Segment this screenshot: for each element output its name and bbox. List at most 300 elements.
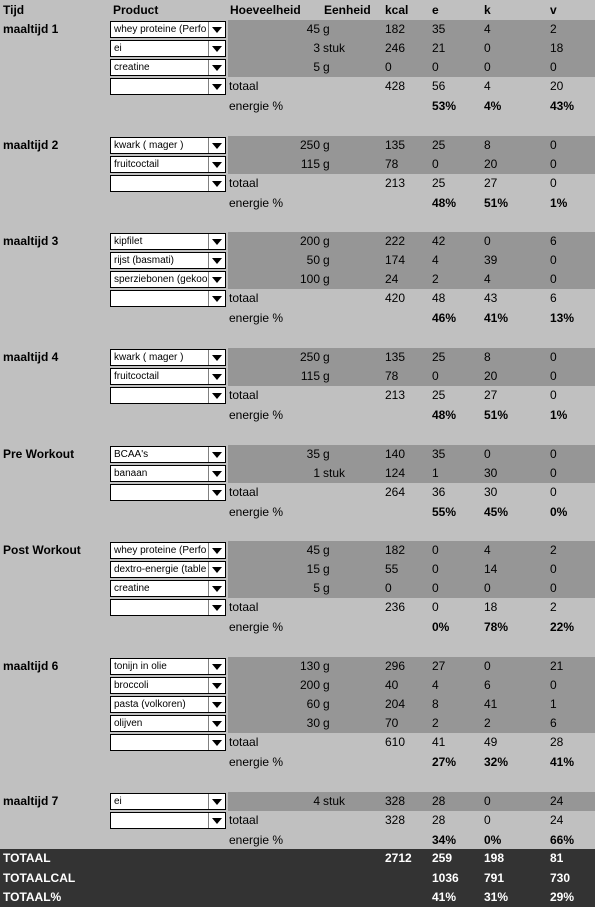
- pct-v: 66%: [550, 833, 575, 847]
- unit-cell: stuk: [323, 794, 346, 808]
- product-select-empty[interactable]: [110, 599, 226, 616]
- unit-cell: stuk: [323, 466, 346, 480]
- unit-cell: g: [323, 253, 330, 267]
- total-kcal: 420: [385, 291, 406, 305]
- kcal-cell: 78: [385, 369, 399, 383]
- product-select-empty[interactable]: [110, 387, 226, 404]
- chevron-down-icon[interactable]: [208, 466, 225, 481]
- meal-name: maaltijd 3: [3, 234, 59, 248]
- totaalcal-row: [0, 869, 595, 888]
- total-e: 48: [432, 291, 446, 305]
- product-select[interactable]: [110, 59, 226, 76]
- chevron-down-icon[interactable]: [208, 272, 225, 287]
- total-kcal: 213: [385, 388, 406, 402]
- product-select-empty[interactable]: [110, 812, 226, 829]
- amount-cell[interactable]: 5: [313, 60, 320, 74]
- total-e: 56: [432, 79, 446, 93]
- totals-section: [0, 849, 595, 907]
- kcal-cell: 328: [385, 794, 406, 808]
- kcal-cell: 204: [385, 697, 406, 711]
- chevron-down-icon[interactable]: [208, 447, 225, 462]
- v-cell: 6: [550, 234, 557, 248]
- v-cell: 0: [550, 60, 557, 74]
- meal-total-row: [0, 811, 595, 830]
- meal-name: maaltijd 1: [3, 22, 59, 36]
- chevron-down-icon[interactable]: [208, 697, 225, 712]
- meal-name: maaltijd 2: [3, 138, 59, 152]
- meal-energy-row: [0, 194, 595, 213]
- meal-item-row: [0, 579, 595, 598]
- total-e: 0: [432, 600, 439, 614]
- total-label: totaal: [229, 291, 259, 305]
- chevron-down-icon[interactable]: [208, 813, 225, 828]
- product-select-value: kwark ( mager ): [114, 352, 184, 363]
- chevron-down-icon[interactable]: [208, 350, 225, 365]
- total-v: 0: [550, 485, 557, 499]
- total-v: 24: [550, 813, 564, 827]
- v-cell: 0: [550, 678, 557, 692]
- totaalcal-e: 1036: [432, 871, 459, 885]
- total-label: totaal: [229, 176, 259, 190]
- chevron-down-icon[interactable]: [208, 253, 225, 268]
- chevron-down-icon[interactable]: [208, 369, 225, 384]
- product-select[interactable]: [110, 156, 226, 173]
- meal-total-row: [0, 733, 595, 752]
- unit-cell: g: [323, 350, 330, 364]
- chevron-down-icon[interactable]: [208, 60, 225, 75]
- chevron-down-icon[interactable]: [208, 485, 225, 500]
- energy-label: energie %: [229, 311, 284, 325]
- pct-v: 22%: [550, 620, 575, 634]
- v-cell: 6: [550, 716, 557, 730]
- k-cell: 0: [484, 234, 491, 248]
- total-e: 25: [432, 176, 446, 190]
- meal-energy-row: [0, 618, 595, 637]
- v-cell: 0: [550, 272, 557, 286]
- header-hoeveelheid: Hoeveelheid: [230, 3, 301, 17]
- product-select[interactable]: [110, 580, 226, 597]
- chevron-down-icon[interactable]: [208, 79, 225, 94]
- total-label: totaal: [229, 485, 259, 499]
- amount-cell[interactable]: 200: [299, 234, 320, 248]
- kcal-cell: 182: [385, 22, 406, 36]
- product-select[interactable]: [110, 271, 226, 288]
- meal-item-row: [0, 695, 595, 714]
- kcal-cell: 70: [385, 716, 399, 730]
- product-select-value: creatine: [114, 62, 150, 73]
- v-cell: 0: [550, 138, 557, 152]
- amount-cell[interactable]: 5: [313, 581, 320, 595]
- amount-cell[interactable]: 30: [306, 716, 320, 730]
- total-e: 41: [432, 735, 446, 749]
- unit-cell: g: [323, 157, 330, 171]
- meal-item-row: [0, 676, 595, 695]
- pct-v: 13%: [550, 311, 575, 325]
- product-select[interactable]: [110, 696, 226, 713]
- v-cell: 1: [550, 697, 557, 711]
- e-cell: 35: [432, 447, 446, 461]
- totaal-kcal: 2712: [385, 851, 412, 865]
- meal-item-row: [0, 714, 595, 733]
- total-kcal: 264: [385, 485, 406, 499]
- totaal-v: 81: [550, 851, 564, 865]
- amount-cell[interactable]: 45: [306, 22, 320, 36]
- kcal-cell: 0: [385, 581, 392, 595]
- header-v: v: [550, 3, 557, 17]
- k-cell: 2: [484, 716, 491, 730]
- pct-e: 46%: [432, 311, 457, 325]
- unit-cell: g: [323, 581, 330, 595]
- e-cell: 1: [432, 466, 439, 480]
- chevron-down-icon[interactable]: [208, 716, 225, 731]
- e-cell: 2: [432, 716, 439, 730]
- meal-item-row: [0, 232, 595, 251]
- amount-cell[interactable]: 115: [300, 157, 320, 171]
- total-v: 28: [550, 735, 564, 749]
- k-cell: 41: [484, 697, 498, 711]
- e-cell: 42: [432, 234, 446, 248]
- unit-cell: g: [323, 716, 330, 730]
- meal-energy-row: [0, 831, 595, 850]
- unit-cell: g: [323, 369, 330, 383]
- pct-e: 48%: [432, 408, 457, 422]
- header-tijd: Tijd: [3, 3, 25, 17]
- meal-total-row: [0, 483, 595, 502]
- meal-item-row: [0, 251, 595, 270]
- product-select[interactable]: [110, 21, 226, 38]
- total-k: 43: [484, 291, 498, 305]
- meal-name: maaltijd 7: [3, 794, 59, 808]
- e-cell: 0: [432, 562, 439, 576]
- e-cell: 0: [432, 581, 439, 595]
- pct-k: 45%: [484, 505, 509, 519]
- e-cell: 28: [432, 794, 446, 808]
- v-cell: 24: [550, 794, 564, 808]
- amount-cell[interactable]: 50: [306, 253, 320, 267]
- product-select-value: pasta (volkoren): [114, 699, 186, 710]
- totaalpct-label: TOTAAL%: [3, 890, 62, 904]
- total-k: 18: [484, 600, 498, 614]
- header-k: k: [484, 3, 491, 17]
- amount-cell[interactable]: 3: [313, 41, 320, 55]
- product-select-value: creatine: [114, 583, 150, 594]
- amount-cell[interactable]: 250: [299, 138, 320, 152]
- meal-energy-row: [0, 503, 595, 522]
- product-select-empty[interactable]: [110, 290, 226, 307]
- meal-item-row: [0, 39, 595, 58]
- meal-name: Pre Workout: [3, 447, 75, 461]
- v-cell: 0: [550, 562, 557, 576]
- k-cell: 20: [484, 157, 498, 171]
- e-cell: 4: [432, 253, 439, 267]
- chevron-down-icon[interactable]: [208, 735, 225, 750]
- meal-total-row: [0, 289, 595, 308]
- product-select-value: fruitcoctail: [114, 159, 160, 170]
- product-select-value: BCAA's: [114, 449, 149, 460]
- kcal-cell: 296: [385, 659, 406, 673]
- amount-cell[interactable]: 130: [299, 659, 320, 673]
- product-select-value: ei: [114, 796, 122, 807]
- meal-item-row: [0, 155, 595, 174]
- pct-v: 43%: [550, 99, 575, 113]
- kcal-cell: 124: [385, 466, 406, 480]
- total-kcal: 428: [385, 79, 406, 93]
- product-select-value: ei: [114, 43, 122, 54]
- totaal-row: [0, 849, 595, 868]
- meal-item-row: [0, 270, 595, 289]
- e-cell: 4: [432, 678, 439, 692]
- product-select[interactable]: [110, 40, 226, 57]
- amount-cell[interactable]: 100: [299, 272, 320, 286]
- product-select-value: kipfilet: [114, 236, 143, 247]
- chevron-down-icon[interactable]: [208, 22, 225, 37]
- pct-v: 1%: [550, 196, 568, 210]
- total-label: totaal: [229, 735, 259, 749]
- total-k: 49: [484, 735, 498, 749]
- product-select-value: banaan: [114, 468, 148, 479]
- product-select-value: sperziebonen (gekoo: [114, 274, 208, 285]
- k-cell: 0: [484, 447, 491, 461]
- chevron-down-icon[interactable]: [208, 176, 225, 191]
- totaalpct-k: 31%: [484, 890, 509, 904]
- v-cell: 0: [550, 350, 557, 364]
- total-e: 28: [432, 813, 446, 827]
- product-select[interactable]: [110, 349, 226, 366]
- v-cell: 0: [550, 447, 557, 461]
- unit-cell: g: [323, 22, 330, 36]
- product-select[interactable]: [110, 368, 226, 385]
- meal-total-row: [0, 77, 595, 96]
- product-select-value: dextro-energie (table: [114, 564, 207, 575]
- header-product: Product: [113, 3, 159, 17]
- product-select[interactable]: [110, 658, 226, 675]
- e-cell: 0: [432, 60, 439, 74]
- amount-cell[interactable]: 35: [306, 447, 320, 461]
- total-k: 4: [484, 79, 491, 93]
- kcal-cell: 174: [385, 253, 406, 267]
- k-cell: 4: [484, 272, 491, 286]
- total-e: 36: [432, 485, 446, 499]
- meal-item-row: [0, 541, 595, 560]
- pct-e: 55%: [432, 505, 457, 519]
- k-cell: 4: [484, 22, 491, 36]
- pct-e: 27%: [432, 755, 457, 769]
- k-cell: 0: [484, 581, 491, 595]
- e-cell: 8: [432, 697, 439, 711]
- product-select[interactable]: [110, 715, 226, 732]
- amount-cell[interactable]: 115: [300, 369, 320, 383]
- total-e: 25: [432, 388, 446, 402]
- total-label: totaal: [229, 388, 259, 402]
- e-cell: 2: [432, 272, 439, 286]
- v-cell: 0: [550, 466, 557, 480]
- unit-cell: g: [323, 138, 330, 152]
- unit-cell: stuk: [323, 41, 346, 55]
- chevron-down-icon[interactable]: [208, 291, 225, 306]
- total-k: 30: [484, 485, 498, 499]
- meal-name: maaltijd 6: [3, 659, 59, 673]
- pct-e: 48%: [432, 196, 457, 210]
- product-select[interactable]: [110, 561, 226, 578]
- amount-cell[interactable]: 250: [299, 350, 320, 364]
- product-select-value: fruitcoctail: [114, 371, 160, 382]
- e-cell: 25: [432, 138, 446, 152]
- kcal-cell: 135: [385, 138, 406, 152]
- total-kcal: 328: [385, 813, 406, 827]
- meal-item-row: [0, 560, 595, 579]
- energy-label: energie %: [229, 833, 284, 847]
- energy-label: energie %: [229, 99, 284, 113]
- chevron-down-icon[interactable]: [208, 678, 225, 693]
- meal-energy-row: [0, 406, 595, 425]
- product-select[interactable]: [110, 677, 226, 694]
- unit-cell: g: [323, 697, 330, 711]
- product-select-value: broccoli: [114, 680, 149, 691]
- kcal-cell: 222: [385, 234, 406, 248]
- kcal-cell: 55: [385, 562, 399, 576]
- k-cell: 14: [484, 562, 498, 576]
- amount-cell[interactable]: 45: [306, 543, 320, 557]
- k-cell: 4: [484, 543, 491, 557]
- meal-energy-row: [0, 309, 595, 328]
- meal-item-row: [0, 58, 595, 77]
- pct-k: 0%: [484, 833, 502, 847]
- meal-item-row: [0, 445, 595, 464]
- total-v: 0: [550, 388, 557, 402]
- pct-v: 1%: [550, 408, 568, 422]
- product-select[interactable]: [110, 446, 226, 463]
- unit-cell: g: [323, 234, 330, 248]
- product-select[interactable]: [110, 233, 226, 250]
- product-select[interactable]: [110, 465, 226, 482]
- v-cell: 0: [550, 157, 557, 171]
- meal-item-row: [0, 792, 595, 811]
- product-select[interactable]: [110, 137, 226, 154]
- kcal-cell: 24: [385, 272, 399, 286]
- unit-cell: g: [323, 60, 330, 74]
- chevron-down-icon[interactable]: [208, 659, 225, 674]
- k-cell: 0: [484, 60, 491, 74]
- k-cell: 6: [484, 678, 491, 692]
- e-cell: 35: [432, 22, 446, 36]
- total-label: totaal: [229, 813, 259, 827]
- total-kcal: 610: [385, 735, 406, 749]
- pct-v: 41%: [550, 755, 575, 769]
- e-cell: 0: [432, 157, 439, 171]
- amount-cell[interactable]: 15: [306, 562, 320, 576]
- product-select-empty[interactable]: [110, 175, 226, 192]
- totaalcal-k: 791: [484, 871, 505, 885]
- product-select-value: tonijn in olie: [114, 661, 167, 672]
- unit-cell: g: [323, 272, 330, 286]
- total-label: totaal: [229, 600, 259, 614]
- total-k: 27: [484, 388, 498, 402]
- k-cell: 0: [484, 659, 491, 673]
- k-cell: 8: [484, 138, 491, 152]
- amount-cell[interactable]: 200: [299, 678, 320, 692]
- meal-item-row: [0, 367, 595, 386]
- chevron-down-icon[interactable]: [208, 600, 225, 615]
- chevron-down-icon[interactable]: [208, 388, 225, 403]
- product-select[interactable]: [110, 542, 226, 559]
- header-row: [0, 1, 595, 20]
- unit-cell: g: [323, 562, 330, 576]
- chevron-down-icon[interactable]: [208, 157, 225, 172]
- kcal-cell: 246: [385, 41, 406, 55]
- unit-cell: g: [323, 543, 330, 557]
- pct-e: 53%: [432, 99, 457, 113]
- totaalpct-e: 41%: [432, 890, 457, 904]
- e-cell: 27: [432, 659, 446, 673]
- chevron-down-icon[interactable]: [208, 562, 225, 577]
- total-k: 27: [484, 176, 498, 190]
- meal-energy-row: [0, 753, 595, 772]
- product-select-empty[interactable]: [110, 484, 226, 501]
- amount-cell[interactable]: 60: [306, 697, 320, 711]
- product-select-empty[interactable]: [110, 78, 226, 95]
- total-v: 0: [550, 176, 557, 190]
- chevron-down-icon[interactable]: [208, 138, 225, 153]
- total-v: 6: [550, 291, 557, 305]
- energy-label: energie %: [229, 408, 284, 422]
- product-select-empty[interactable]: [110, 734, 226, 751]
- v-cell: 18: [550, 41, 564, 55]
- meal-name: maaltijd 4: [3, 350, 59, 364]
- kcal-cell: 78: [385, 157, 399, 171]
- e-cell: 25: [432, 350, 446, 364]
- pct-k: 51%: [484, 408, 509, 422]
- meal-name: Post Workout: [3, 543, 81, 557]
- totaalcal-label: TOTAALCAL: [3, 871, 76, 885]
- header-eenheid: Eenheid: [324, 3, 371, 17]
- chevron-down-icon[interactable]: [208, 234, 225, 249]
- energy-label: energie %: [229, 505, 284, 519]
- product-select-value: whey proteine (Perfo: [114, 24, 207, 35]
- total-v: 20: [550, 79, 564, 93]
- v-cell: 2: [550, 22, 557, 36]
- meal-item-row: [0, 20, 595, 39]
- total-k: 0: [484, 813, 491, 827]
- amount-cell[interactable]: 4: [313, 794, 320, 808]
- chevron-down-icon[interactable]: [208, 581, 225, 596]
- energy-label: energie %: [229, 196, 284, 210]
- chevron-down-icon[interactable]: [208, 543, 225, 558]
- header-e: e: [432, 3, 439, 17]
- unit-cell: g: [323, 447, 330, 461]
- chevron-down-icon[interactable]: [208, 41, 225, 56]
- pct-k: 4%: [484, 99, 502, 113]
- kcal-cell: 40: [385, 678, 399, 692]
- k-cell: 30: [484, 466, 498, 480]
- product-select[interactable]: [110, 252, 226, 269]
- pct-e: 34%: [432, 833, 457, 847]
- kcal-cell: 140: [385, 447, 406, 461]
- pct-k: 78%: [484, 620, 509, 634]
- v-cell: 0: [550, 369, 557, 383]
- k-cell: 8: [484, 350, 491, 364]
- totaalpct-v: 29%: [550, 890, 575, 904]
- header-kcal: kcal: [385, 3, 409, 17]
- v-cell: 21: [550, 659, 564, 673]
- chevron-down-icon[interactable]: [208, 794, 225, 809]
- product-select[interactable]: [110, 793, 226, 810]
- product-select-value: olijven: [114, 718, 143, 729]
- pct-k: 32%: [484, 755, 509, 769]
- pct-v: 0%: [550, 505, 568, 519]
- meal-total-row: [0, 598, 595, 617]
- amount-cell[interactable]: 1: [313, 466, 320, 480]
- energy-label: energie %: [229, 755, 284, 769]
